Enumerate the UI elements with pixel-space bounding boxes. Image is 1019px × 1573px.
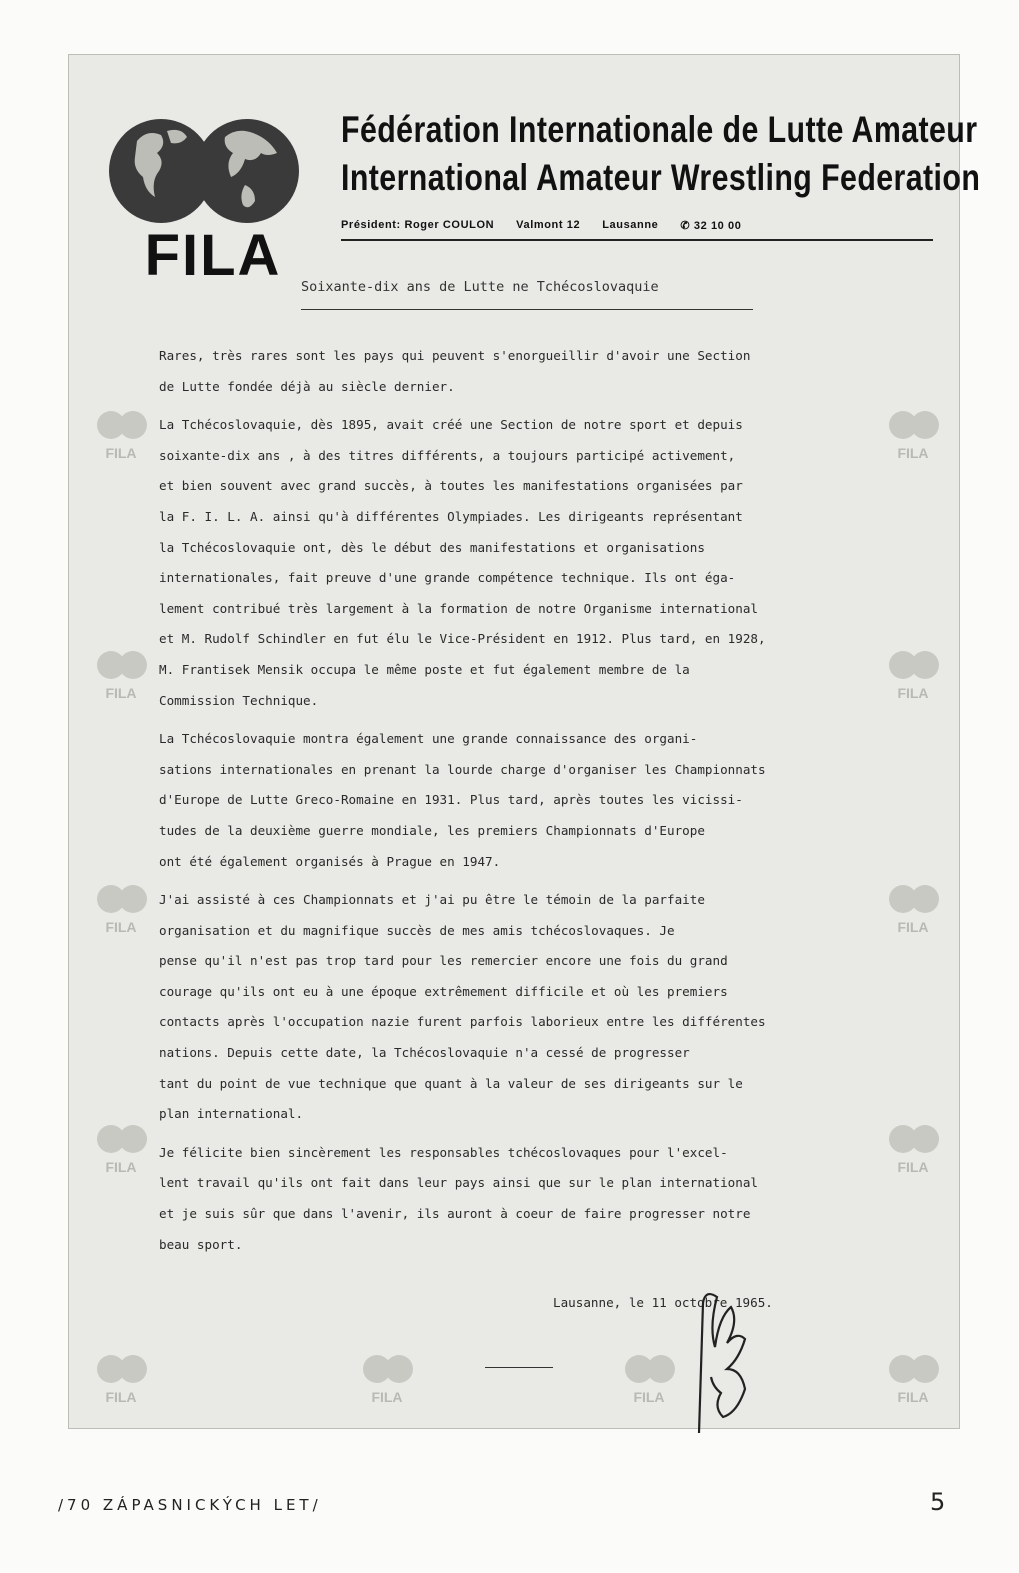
fila-watermark: FILA	[881, 647, 945, 711]
letterhead-title-french: Fédération Internationale de Lutte Amateur	[341, 109, 978, 150]
fila-watermark: FILA	[881, 1121, 945, 1185]
fila-watermark: FILA	[89, 1121, 153, 1185]
closing-date: Lausanne, le 11 octobre 1965.	[553, 1295, 773, 1310]
handwritten-signature	[689, 1283, 779, 1433]
page-number: 5	[930, 1488, 946, 1516]
paragraph: La Tchécoslovaquie montra également une grande connaissance des organi- sations internationales en prenant la lourde charge d'organiser les Championnats d'Europe de Lutte Greco-Romaine en 1931. Plus tard, après toutes les vicissi- tudes de la deuxième guerre mondiale, les premiers Championnats d'Europe ont été également organisés à Prague en 1947.	[159, 731, 766, 869]
president-line: Président: Roger COULON	[341, 219, 495, 231]
letterhead-title-english: International Amateur Wrestling Federation	[341, 157, 981, 198]
paragraph: Rares, très rares sont les pays qui peuvent s'enorgueillir d'avoir une Section de Lutte fondée déjà au siècle dernier.	[159, 348, 751, 394]
street-line: Valmont 12	[516, 219, 581, 231]
fila-watermark: FILA	[881, 1351, 945, 1415]
fila-watermark: FILA	[355, 1351, 419, 1415]
fila-watermark: FILA	[89, 881, 153, 945]
letterhead-address	[341, 219, 921, 232]
signature-rule	[485, 1367, 553, 1368]
fila-watermark: FILA	[89, 407, 153, 471]
letter-body	[159, 341, 871, 1268]
fila-watermark: FILA	[617, 1351, 681, 1415]
book-footer-title: /70 ZÁPASNICKÝCH LET/	[58, 1496, 322, 1514]
paragraph: J'ai assisté à ces Championnats et j'ai pu être le témoin de la parfaite organisation et du magnifique succès de mes amis tchécoslovaques. Je pense qu'il n'est pas trop tard pour les remercier encore une fois du grand courage qu'ils ont eu à une époque extrêmement difficile et où les premiers contacts après l'occupation nazie furent parfois laborieux entre les différentes nations. Depuis cette date, la Tchécoslovaquie n'a cessé de progresser tant du point de vue technique que quant à la valeur de ses dirigeants sur le plan international.	[159, 892, 766, 1122]
letterhead-rule	[341, 239, 933, 241]
city-line: Lausanne	[602, 219, 659, 231]
fila-watermark: FILA	[881, 407, 945, 471]
paragraph: Je félicite bien sincèrement les responsables tchécoslovaques pour l'excel- lent travail qu'ils ont fait dans leur pays ainsi que sur le plan international et je suis sûr que dans l'avenir, ils auront à coeur de faire progresser notre beau sport.	[159, 1144, 758, 1252]
fila-logo-text: FILA	[144, 223, 282, 288]
phone-line: ✆ 32 10 00	[680, 220, 742, 232]
letter-subject: Soixante-dix ans de Lutte ne Tchécoslovaquie	[301, 279, 659, 295]
fila-watermark: FILA	[89, 647, 153, 711]
fila-watermark: FILA	[881, 881, 945, 945]
fila-watermark: FILA	[89, 1351, 153, 1415]
paragraph: La Tchécoslovaquie, dès 1895, avait créé une Section de notre sport et depuis soixante-dix ans , à des titres différents, a toujours participé activement, et bien souvent avec grand succès, à toutes les manifestations organisées par la F. I. L. A. ainsi qu'à différentes Olympiades. Les dirigeants représentant la Tchécoslovaquie ont, dès le début des manifestations et organisations internationales, fait preuve d'une grande compétence technique. Ils ont éga- lement contribué très largement à la formation de notre Organisme international et M. Rudolf Schindler en fut élu le Vice-Président en 1912. Plus tard, en 1928, M. Frantisek Mensik occupa le même poste et fut également membre de la Commission Technique.	[159, 417, 766, 708]
scanned-letter	[68, 54, 981, 1429]
subject-underline	[301, 309, 753, 310]
